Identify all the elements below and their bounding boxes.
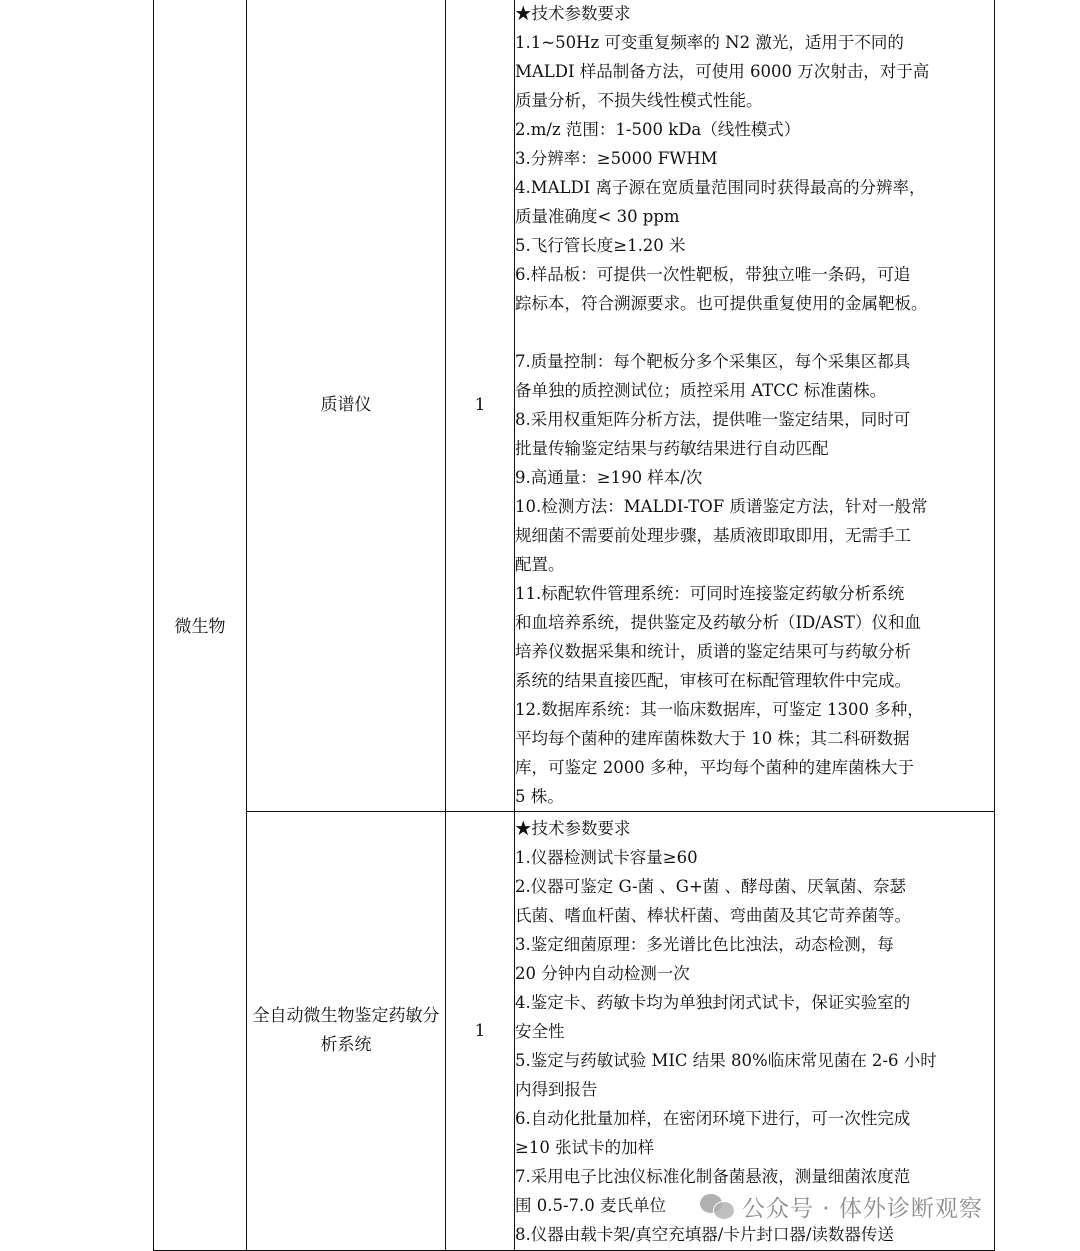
param-line: 4.MALDI 离子源在宽质量范围同时获得最高的分辨率， — [515, 178, 926, 197]
item-name-cell — [247, 812, 446, 1251]
param-line: 质量准确度< 30 ppm — [515, 207, 680, 226]
item-name: 全自动微生物鉴定药敏分析系统 — [252, 1006, 440, 1055]
category-cell — [154, 0, 247, 1251]
param-line: 和血培养系统，提供鉴定及药敏分析（ID/AST）仪和血 — [515, 613, 922, 632]
param-line: 8.采用权重矩阵分析方法，提供唯一鉴定结果，同时可 — [515, 410, 911, 429]
param-line — [515, 318, 994, 347]
param-line: 规细菌不需要前处理步骤，基质液即取即用，无需手工 — [515, 526, 911, 545]
param-line: 20 分钟内自动检测一次 — [515, 963, 690, 983]
param-line: 内得到报告 — [515, 1079, 598, 1099]
quantity-cell — [446, 812, 515, 1251]
table-row — [154, 0, 995, 812]
param-line: 9.高通量：≥190 样本/次 — [515, 468, 703, 487]
param-line: 7.质量控制：每个靶板分多个采集区，每个采集区都具 — [515, 352, 911, 371]
param-line: 10.检测方法：MALDI-TOF 质谱鉴定方法，针对一般常 — [515, 497, 928, 516]
param-line: 备单独的质控测试位；质控采用 ATCC 标准菌株。 — [515, 381, 887, 400]
param-line: ★技术参数要求 — [515, 4, 631, 23]
item-name: 质谱仪 — [320, 394, 372, 415]
param-line: 2.m/z 范围：1-500 kDa（线性模式） — [515, 120, 801, 139]
wechat-icon — [700, 1192, 734, 1220]
category-label: 微生物 — [174, 617, 226, 637]
param-line: 5.鉴定与药敏试验 MIC 结果 80%临床常见菌在 2-6 小时 — [515, 1050, 937, 1070]
item-name-cell — [247, 0, 446, 812]
param-line: 平均每个菌种的建库菌株数大于 10 株；其二科研数据 — [515, 729, 910, 748]
quantity-cell — [446, 0, 515, 812]
param-line: 配置。 — [515, 555, 565, 574]
param-line: 4.鉴定卡、药敏卡均为单独封闭式试卡，保证实验室的 — [515, 992, 911, 1012]
param-line: 11.标配软件管理系统：可同时连接鉴定药敏分析系统 — [515, 584, 905, 603]
param-line: 系统的结果直接匹配，审核可在标配管理软件中完成。 — [515, 671, 911, 690]
param-line: 6.自动化批量加样，在密闭环境下进行，可一次性完成 — [515, 1108, 911, 1128]
spec-table — [153, 0, 995, 1251]
param-line: 3.鉴定细菌原理：多光谱比色比浊法，动态检测，每 — [515, 934, 894, 954]
param-line: 12.数据库系统：其一临床数据库，可鉴定 1300 多种， — [515, 700, 924, 719]
param-line: 7.采用电子比浊仪标准化制备菌悬液，测量细菌浓度范 — [515, 1166, 911, 1186]
param-line: 1.1~50Hz 可变重复频率的 N2 激光，适用于不同的 — [515, 33, 904, 52]
param-line: 氏菌、嗜血杆菌、棒状杆菌、弯曲菌及其它苛养菌等。 — [515, 905, 911, 925]
param-line: 质量分析，不损失线性模式性能。 — [515, 91, 763, 110]
param-line: 踪标本，符合溯源要求。也可提供重复使用的金属靶板。 — [515, 294, 928, 313]
param-line: 3.分辨率：≥5000 FWHM — [515, 149, 718, 168]
param-line: 库，可鉴定 2000 多种，平均每个菌种的建库菌株大于 — [515, 758, 914, 777]
param-line: 5.飞行管长度≥1.20 米 — [515, 236, 686, 255]
params-cell — [515, 0, 995, 812]
param-line: MALDI 样品制备方法，可使用 6000 万次射击，对于高 — [515, 62, 930, 81]
param-line: 5 株。 — [515, 787, 564, 806]
param-line: ≥10 张试卡的加样 — [515, 1137, 655, 1157]
item-quantity: 1 — [474, 1021, 486, 1041]
params-cell — [515, 812, 995, 1251]
param-line: 1.仪器检测试卡容量≥60 — [515, 847, 698, 867]
watermark — [700, 1188, 983, 1224]
params-list — [515, 814, 994, 1249]
param-line: 安全性 — [515, 1021, 565, 1041]
param-line: 2.仪器可鉴定 G-菌 、G+菌 、酵母菌、厌氧菌、奈瑟 — [515, 876, 907, 896]
param-line: 培养仪数据采集和统计，质谱的鉴定结果可与药敏分析 — [515, 642, 911, 661]
param-line: 围 0.5-7.0 麦氏单位 — [515, 1195, 667, 1215]
item-quantity: 1 — [474, 395, 486, 415]
param-line: 批量传输鉴定结果与药敏结果进行自动匹配 — [515, 439, 829, 458]
param-line: 8.仪器由载卡架/真空充填器/卡片封口器/读数器传送 — [515, 1224, 894, 1244]
table-row — [154, 812, 995, 1251]
watermark-text: 公众号 · 体外诊断观察 — [742, 1195, 983, 1222]
param-line: ★技术参数要求 — [515, 818, 631, 838]
params-list — [515, 0, 994, 811]
param-line: 6.样品板：可提供一次性靶板，带独立唯一条码，可追 — [515, 265, 911, 284]
